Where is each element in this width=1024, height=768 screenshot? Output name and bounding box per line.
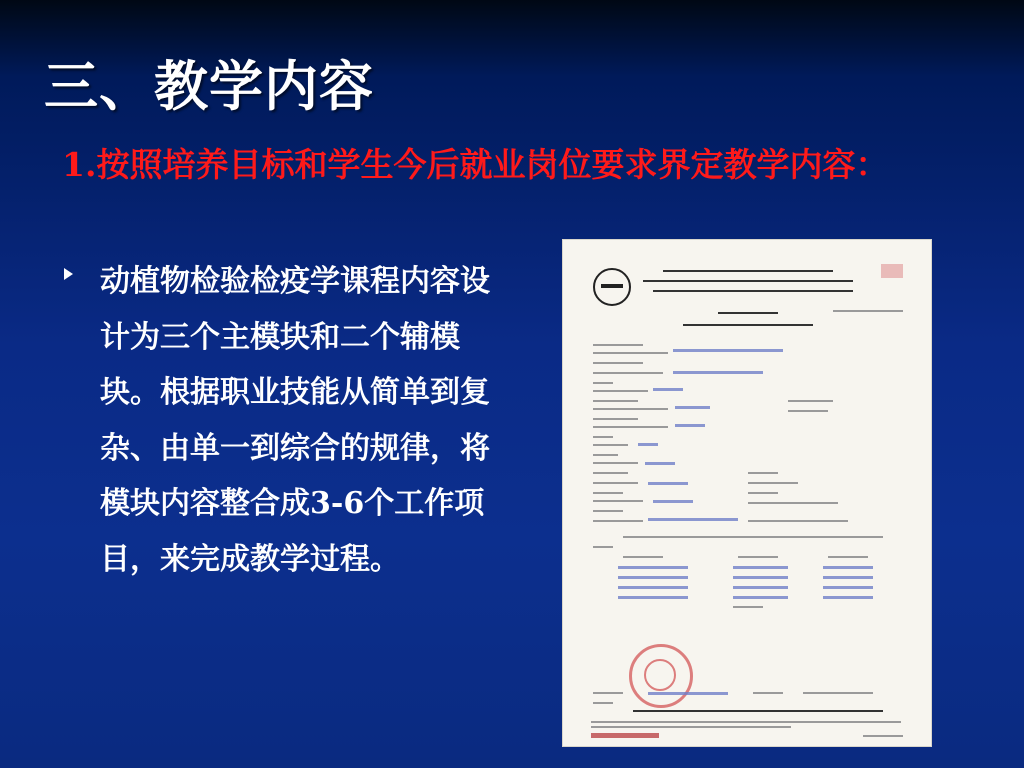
cert-footer-line: [753, 692, 783, 694]
cert-field-line: [593, 472, 628, 474]
cert-field-line: [748, 502, 838, 504]
cert-table-value: [733, 586, 788, 589]
official-stamp-icon: [629, 644, 693, 708]
cert-table-value: [733, 596, 788, 599]
cert-field-line: [593, 510, 623, 512]
cert-field-line: [593, 500, 643, 502]
cert-field-line: [593, 362, 643, 364]
cert-footer-line: [593, 692, 623, 694]
cert-footer-line: [593, 702, 613, 704]
cert-field-line: [788, 410, 828, 412]
cert-table-line: [733, 606, 763, 608]
cert-field-line: [593, 382, 613, 384]
cert-field-value: [653, 388, 683, 391]
cert-footer-line: [803, 692, 873, 694]
cert-field-value: [675, 406, 710, 409]
slide-subtitle: 1.按照培养目标和学生今后就业岗位要求界定教学内容：: [62, 145, 889, 184]
cert-field-line: [593, 520, 643, 522]
sanitary-certificate-image: [563, 240, 931, 746]
cert-field-line: [593, 444, 628, 446]
cert-field-line: [593, 390, 648, 392]
cert-field-line: [593, 418, 638, 420]
cert-table-value: [823, 566, 873, 569]
cert-table-value: [618, 576, 688, 579]
cert-header-line: [643, 280, 853, 282]
cert-field-line: [593, 352, 668, 354]
cert-field-value: [648, 518, 738, 521]
cert-field-line: [748, 492, 778, 494]
cert-footnote-line: [591, 721, 901, 723]
bullet-text: 动植物检验检疫学课程内容设计为三个主模块和二个辅模块。根据职业技能从简单到复杂、由单一到综合的规律，将模块内容整合成3-6个工作项目，来完成教学过程。: [100, 264, 490, 577]
cert-header-line: [663, 270, 833, 272]
cert-table-value: [823, 576, 873, 579]
cert-field-line: [593, 482, 638, 484]
cert-field-line: [593, 400, 638, 402]
ciq-logo-icon: [593, 268, 631, 306]
cert-field-line: [593, 462, 638, 464]
cert-field-value: [653, 500, 693, 503]
cert-field-line: [593, 344, 643, 346]
cert-field-line: [748, 482, 798, 484]
copy-stamp-mark: [881, 264, 903, 278]
cert-footnote-line: [863, 735, 903, 737]
cert-table-value: [823, 596, 873, 599]
cert-field-line: [748, 520, 848, 522]
cert-field-line: [593, 492, 623, 494]
cert-table-line: [738, 556, 778, 558]
cert-field-value: [645, 462, 675, 465]
cert-remark-line: [623, 536, 883, 538]
cert-field-line: [788, 400, 833, 402]
slide-title: 三、教学内容: [44, 55, 374, 118]
cert-field-value: [638, 443, 658, 446]
cert-field-value: [673, 371, 763, 374]
cert-field-line: [593, 454, 618, 456]
cert-field-value: [648, 482, 688, 485]
cert-table-value: [823, 586, 873, 589]
cert-table-line: [828, 556, 868, 558]
cert-table-line: [623, 556, 663, 558]
cert-footnote-line: [591, 726, 791, 728]
cert-field-line: [593, 408, 668, 410]
cert-serial-number: [591, 733, 659, 738]
cert-field-line: [593, 426, 668, 428]
cert-field-line: [748, 472, 778, 474]
cert-table-value: [733, 566, 788, 569]
cert-table-value: [618, 596, 688, 599]
cert-field-line: [593, 372, 663, 374]
cert-footer-line: [633, 710, 883, 712]
cert-title-line: [718, 312, 778, 314]
cert-remark-line: [593, 546, 613, 548]
bullet-arrow-icon: [64, 268, 73, 280]
cert-field-line: [593, 436, 613, 438]
cert-table-value: [618, 586, 688, 589]
cert-title-line: [683, 324, 813, 326]
cert-table-value: [733, 576, 788, 579]
cert-number-line: [833, 310, 903, 312]
cert-header-line: [653, 290, 853, 292]
cert-table-value: [618, 566, 688, 569]
cert-footer-value: [648, 692, 728, 695]
cert-field-value: [673, 349, 783, 352]
cert-field-value: [675, 424, 705, 427]
